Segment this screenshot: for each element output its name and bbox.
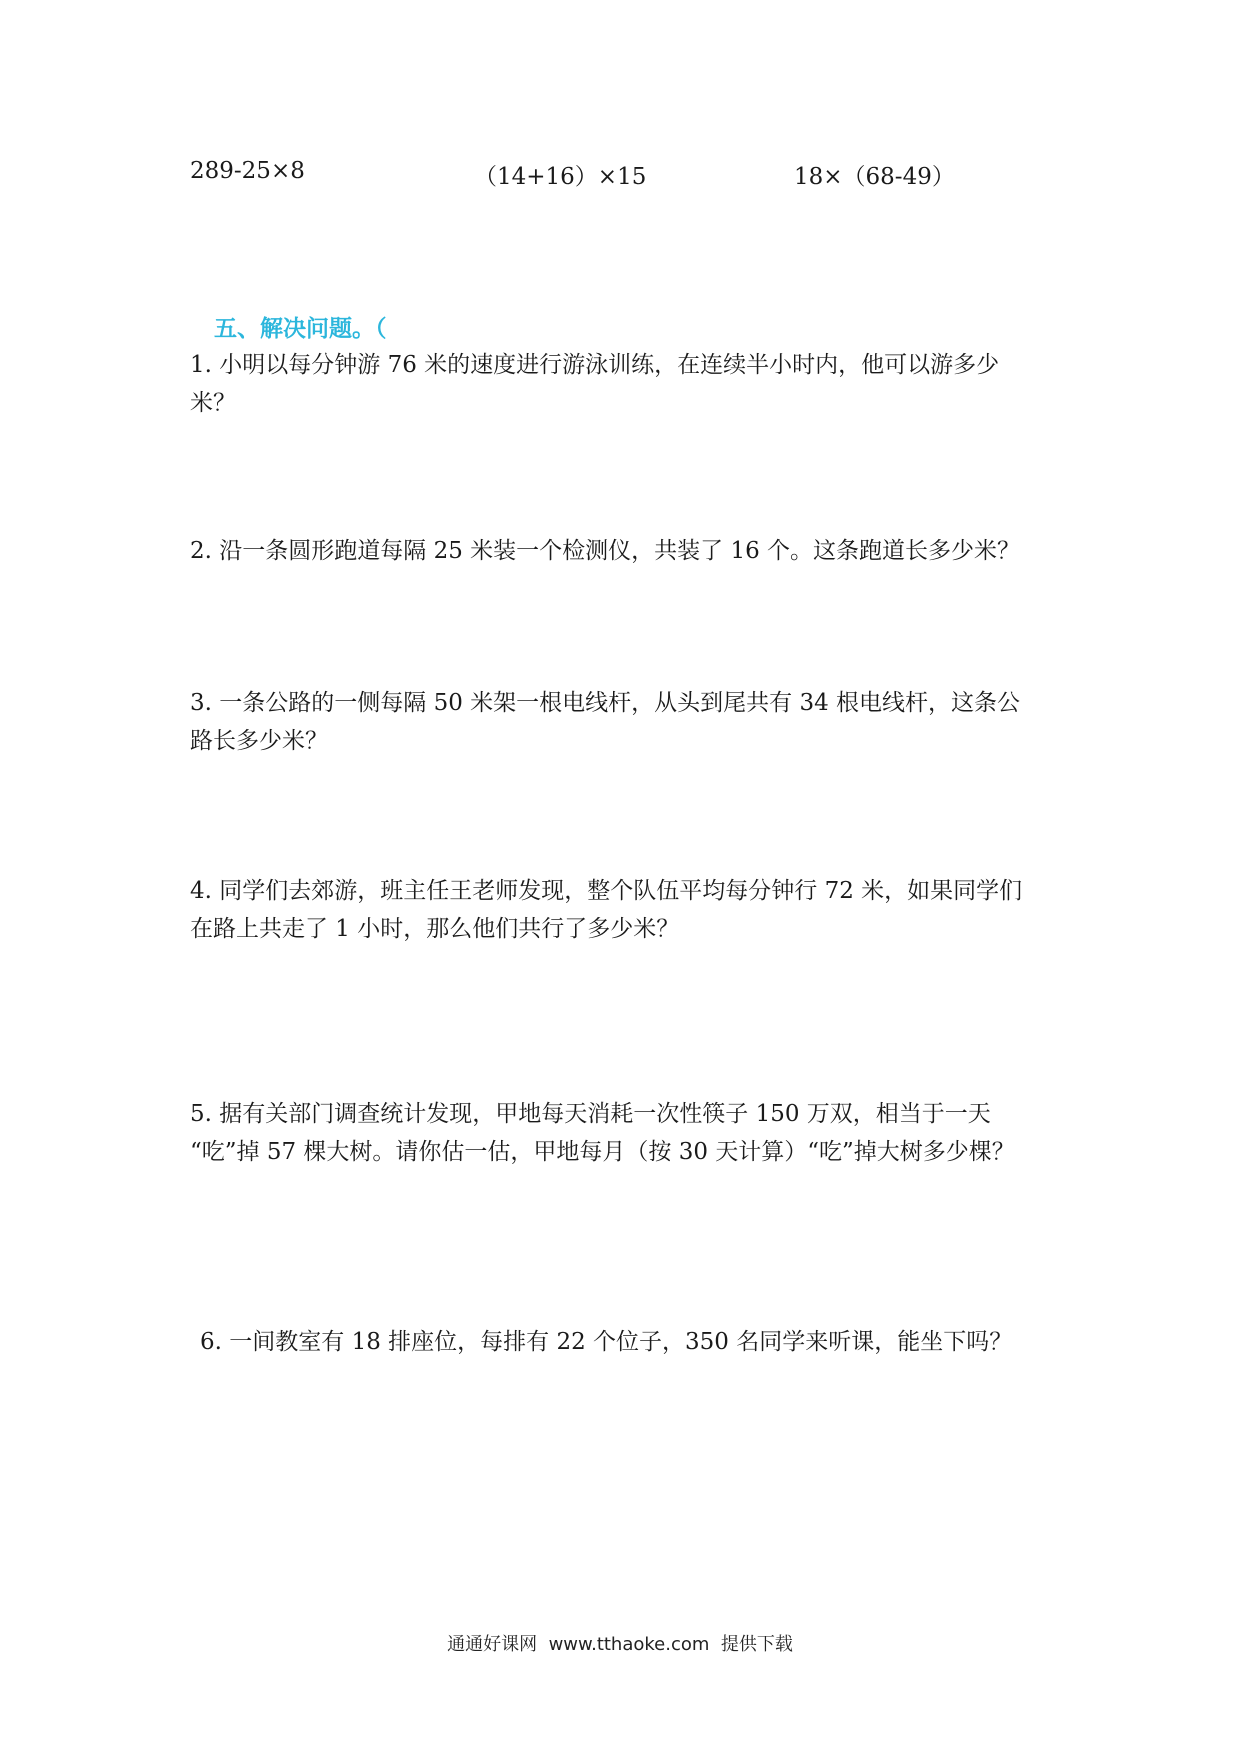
problem-4	[190, 872, 1070, 948]
problem-5	[190, 1095, 1070, 1171]
problem-2-line-1: 2. 沿一条圆形跑道每隔 25 米装一个检测仪，共装了 16 个。这条跑道长多少米？	[190, 538, 1021, 564]
problem-6-line-1: 6. 一间教室有 18 排座位，每排有 22 个位子，350 名同学来听课，能坐下吗？	[200, 1329, 1013, 1355]
problem-1-line-2: 米？	[190, 390, 236, 416]
problem-3-line-1: 3. 一条公路的一侧每隔 50 米架一根电线杆，从头到尾共有 34 根电线杆，这条公	[190, 690, 1021, 716]
problem-6	[200, 1323, 1080, 1361]
problem-5-line-2: “吃”掉 57 棵大树。请你估一估，甲地每月（按 30 天计算）“吃”掉大树多少棵？	[190, 1139, 1015, 1165]
problem-1	[190, 346, 1070, 422]
problem-3	[190, 684, 1070, 760]
problem-4-line-2: 在路上共走了 1 小时，那么他们共行了多少米？	[190, 916, 680, 942]
problem-2	[190, 532, 1070, 570]
expression-3: 18×（68-49）	[794, 164, 955, 190]
section-heading: 五、解决问题。（	[214, 316, 387, 342]
footer-source: 通通好课网 www.tthaoke.com 提供下载	[447, 1634, 793, 1655]
problem-1-line-1: 1. 小明以每分钟游 76 米的速度进行游泳训练，在连续半小时内，他可以游多少	[190, 352, 1000, 378]
expression-2: （14+16）×15	[474, 164, 647, 190]
problem-3-line-2: 路长多少米？	[190, 728, 328, 754]
problem-5-line-1: 5. 据有关部门调查统计发现，甲地每天消耗一次性筷子 150 万双，相当于一天	[190, 1101, 991, 1127]
problem-4-line-1: 4. 同学们去郊游，班主任王老师发现，整个队伍平均每分钟行 72 米，如果同学们	[190, 878, 1023, 904]
expression-1: 289-25×8	[190, 158, 305, 184]
